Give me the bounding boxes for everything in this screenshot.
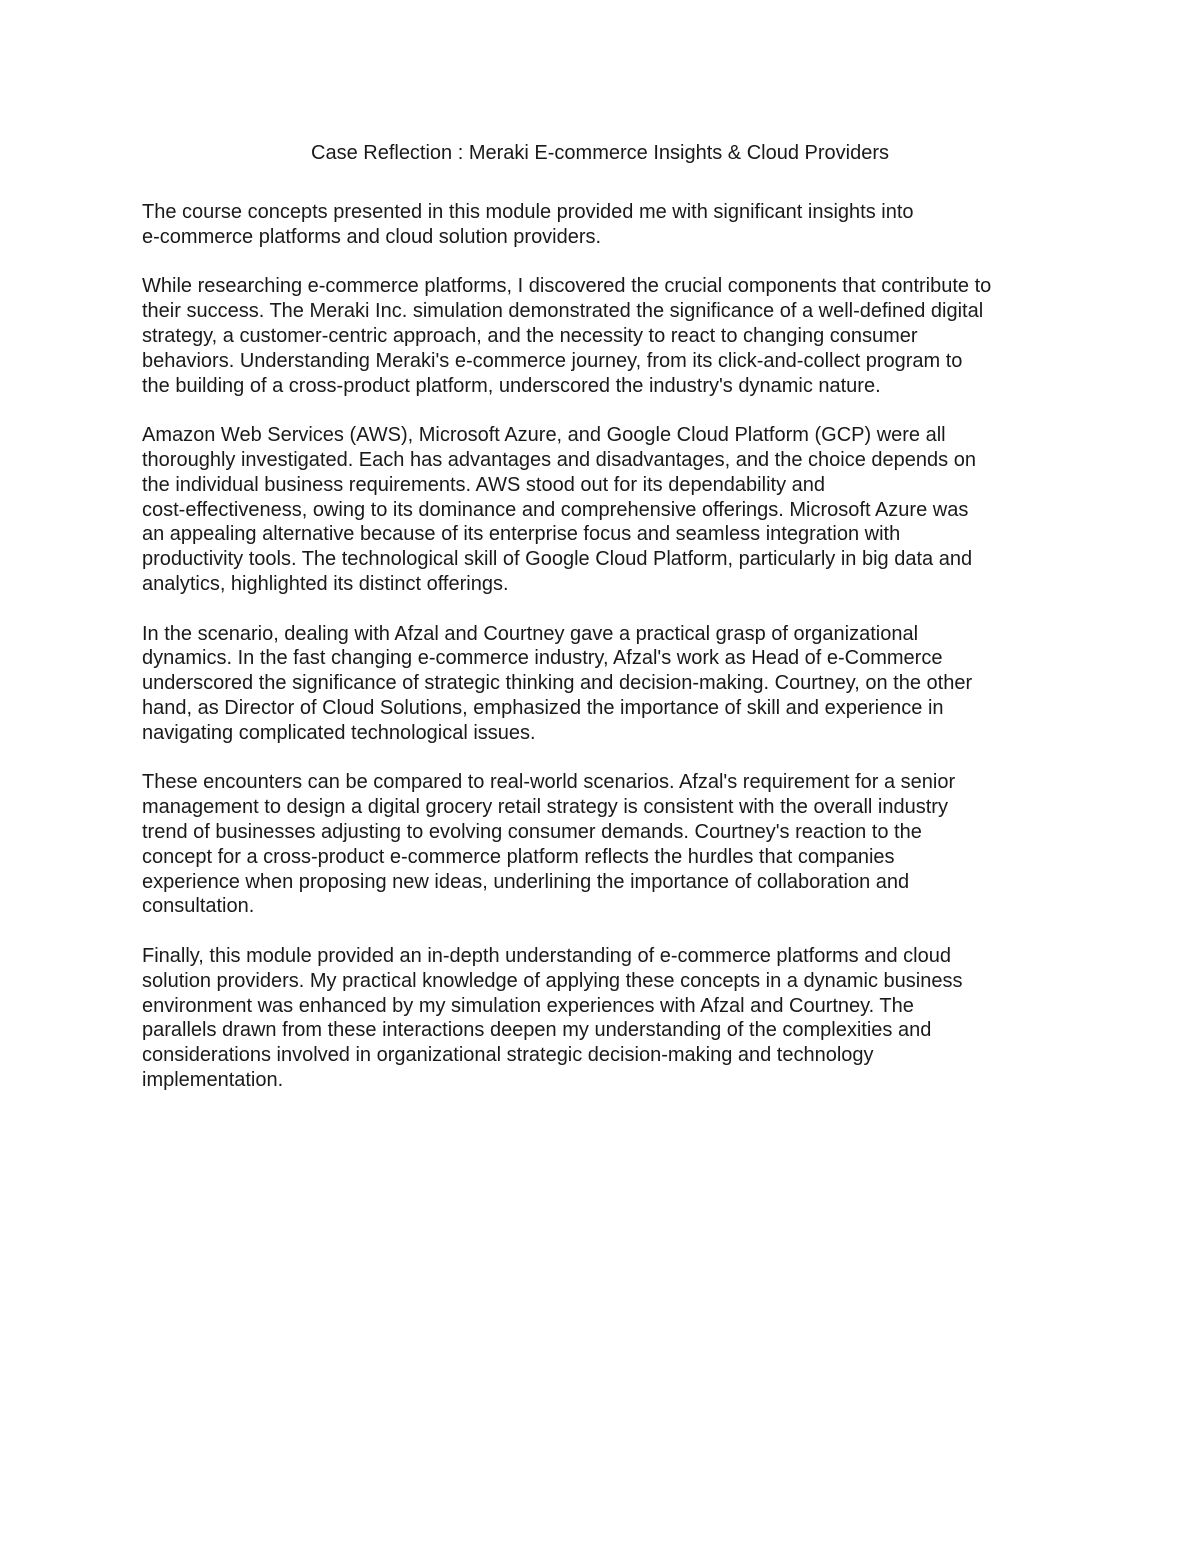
text-line: In the scenario, dealing with Afzal and Courtney gave a practical grasp of organizational — [142, 622, 919, 645]
text-line: underscored the significance of strategic thinking and decision-making. Courtney, on the other — [142, 672, 973, 695]
document-body — [142, 200, 1072, 1117]
text-line: dynamics. In the fast changing e-commerce industry, Afzal's work as Head of e-Commerce — [142, 647, 943, 670]
text-line: Amazon Web Services (AWS), Microsoft Azure, and Google Cloud Platform (GCP) were all — [142, 424, 946, 447]
paragraph-intro — [142, 200, 1072, 250]
text-line: the building of a cross-product platform, underscored the industry's dynamic nature. — [142, 374, 881, 397]
text-line: navigating complicated technological issues. — [142, 721, 536, 744]
paragraph-scenario — [142, 622, 1072, 746]
text-line: trend of businesses adjusting to evolving consumer demands. Courtney's reaction to the — [142, 820, 922, 843]
text-line: experience when proposing new ideas, underlining the importance of collaboration and — [142, 870, 910, 893]
text-line: These encounters can be compared to real-world scenarios. Afzal's requirement for a senior — [142, 771, 956, 794]
text-line: behaviors. Understanding Meraki's e-commerce journey, from its click-and-collect program to — [142, 349, 963, 372]
text-line: concept for a cross-product e-commerce platform reflects the hurdles that companies — [142, 845, 895, 868]
text-line: productivity tools. The technological skill of Google Cloud Platform, particularly in big data and — [142, 548, 973, 571]
text-line: Finally, this module provided an in-depth understanding of e-commerce platforms and cloud — [142, 944, 951, 967]
text-line: solution providers. My practical knowledge of applying these concepts in a dynamic business — [142, 969, 963, 992]
text-line: analytics, highlighted its distinct offerings. — [142, 572, 509, 595]
text-line: their success. The Meraki Inc. simulation demonstrated the significance of a well-defined digital — [142, 300, 984, 323]
paragraph-real-world — [142, 770, 1072, 919]
text-line: thoroughly investigated. Each has advantages and disadvantages, and the choice depends on — [142, 448, 976, 471]
text-line: considerations involved in organizational strategic decision-making and technology — [142, 1044, 874, 1067]
document-title: Case Reflection : Meraki E-commerce Insights & Cloud Providers — [311, 142, 889, 164]
text-line: management to design a digital grocery retail strategy is consistent with the overall industry — [142, 796, 948, 819]
text-line: consultation. — [142, 895, 255, 918]
text-line: an appealing alternative because of its enterprise focus and seamless integration with — [142, 523, 901, 546]
text-line: hand, as Director of Cloud Solutions, emphasized the importance of skill and experience in — [142, 696, 944, 719]
text-line: The course concepts presented in this module provided me with significant insights into — [142, 201, 914, 223]
text-line: parallels drawn from these interactions deepen my understanding of the complexities and — [142, 1019, 932, 1042]
text-line: cost-effectiveness, owing to its dominance and comprehensive offerings. Microsoft Azure was — [142, 498, 969, 521]
text-line: strategy, a customer-centric approach, and the necessity to react to changing consumer — [142, 324, 918, 347]
text-line: environment was enhanced by my simulation experiences with Afzal and Courtney. The — [142, 994, 914, 1017]
paragraph-cloud-providers — [142, 423, 1072, 597]
paragraph-ecommerce-research — [142, 274, 1072, 398]
text-line: the individual business requirements. AWS stood out for its dependability and — [142, 473, 825, 496]
text-line: implementation. — [142, 1068, 284, 1091]
paragraph-conclusion — [142, 944, 1072, 1093]
text-line: e-commerce platforms and cloud solution providers. — [142, 225, 602, 248]
text-line: While researching e-commerce platforms, I discovered the crucial components that contribute to — [142, 275, 992, 298]
